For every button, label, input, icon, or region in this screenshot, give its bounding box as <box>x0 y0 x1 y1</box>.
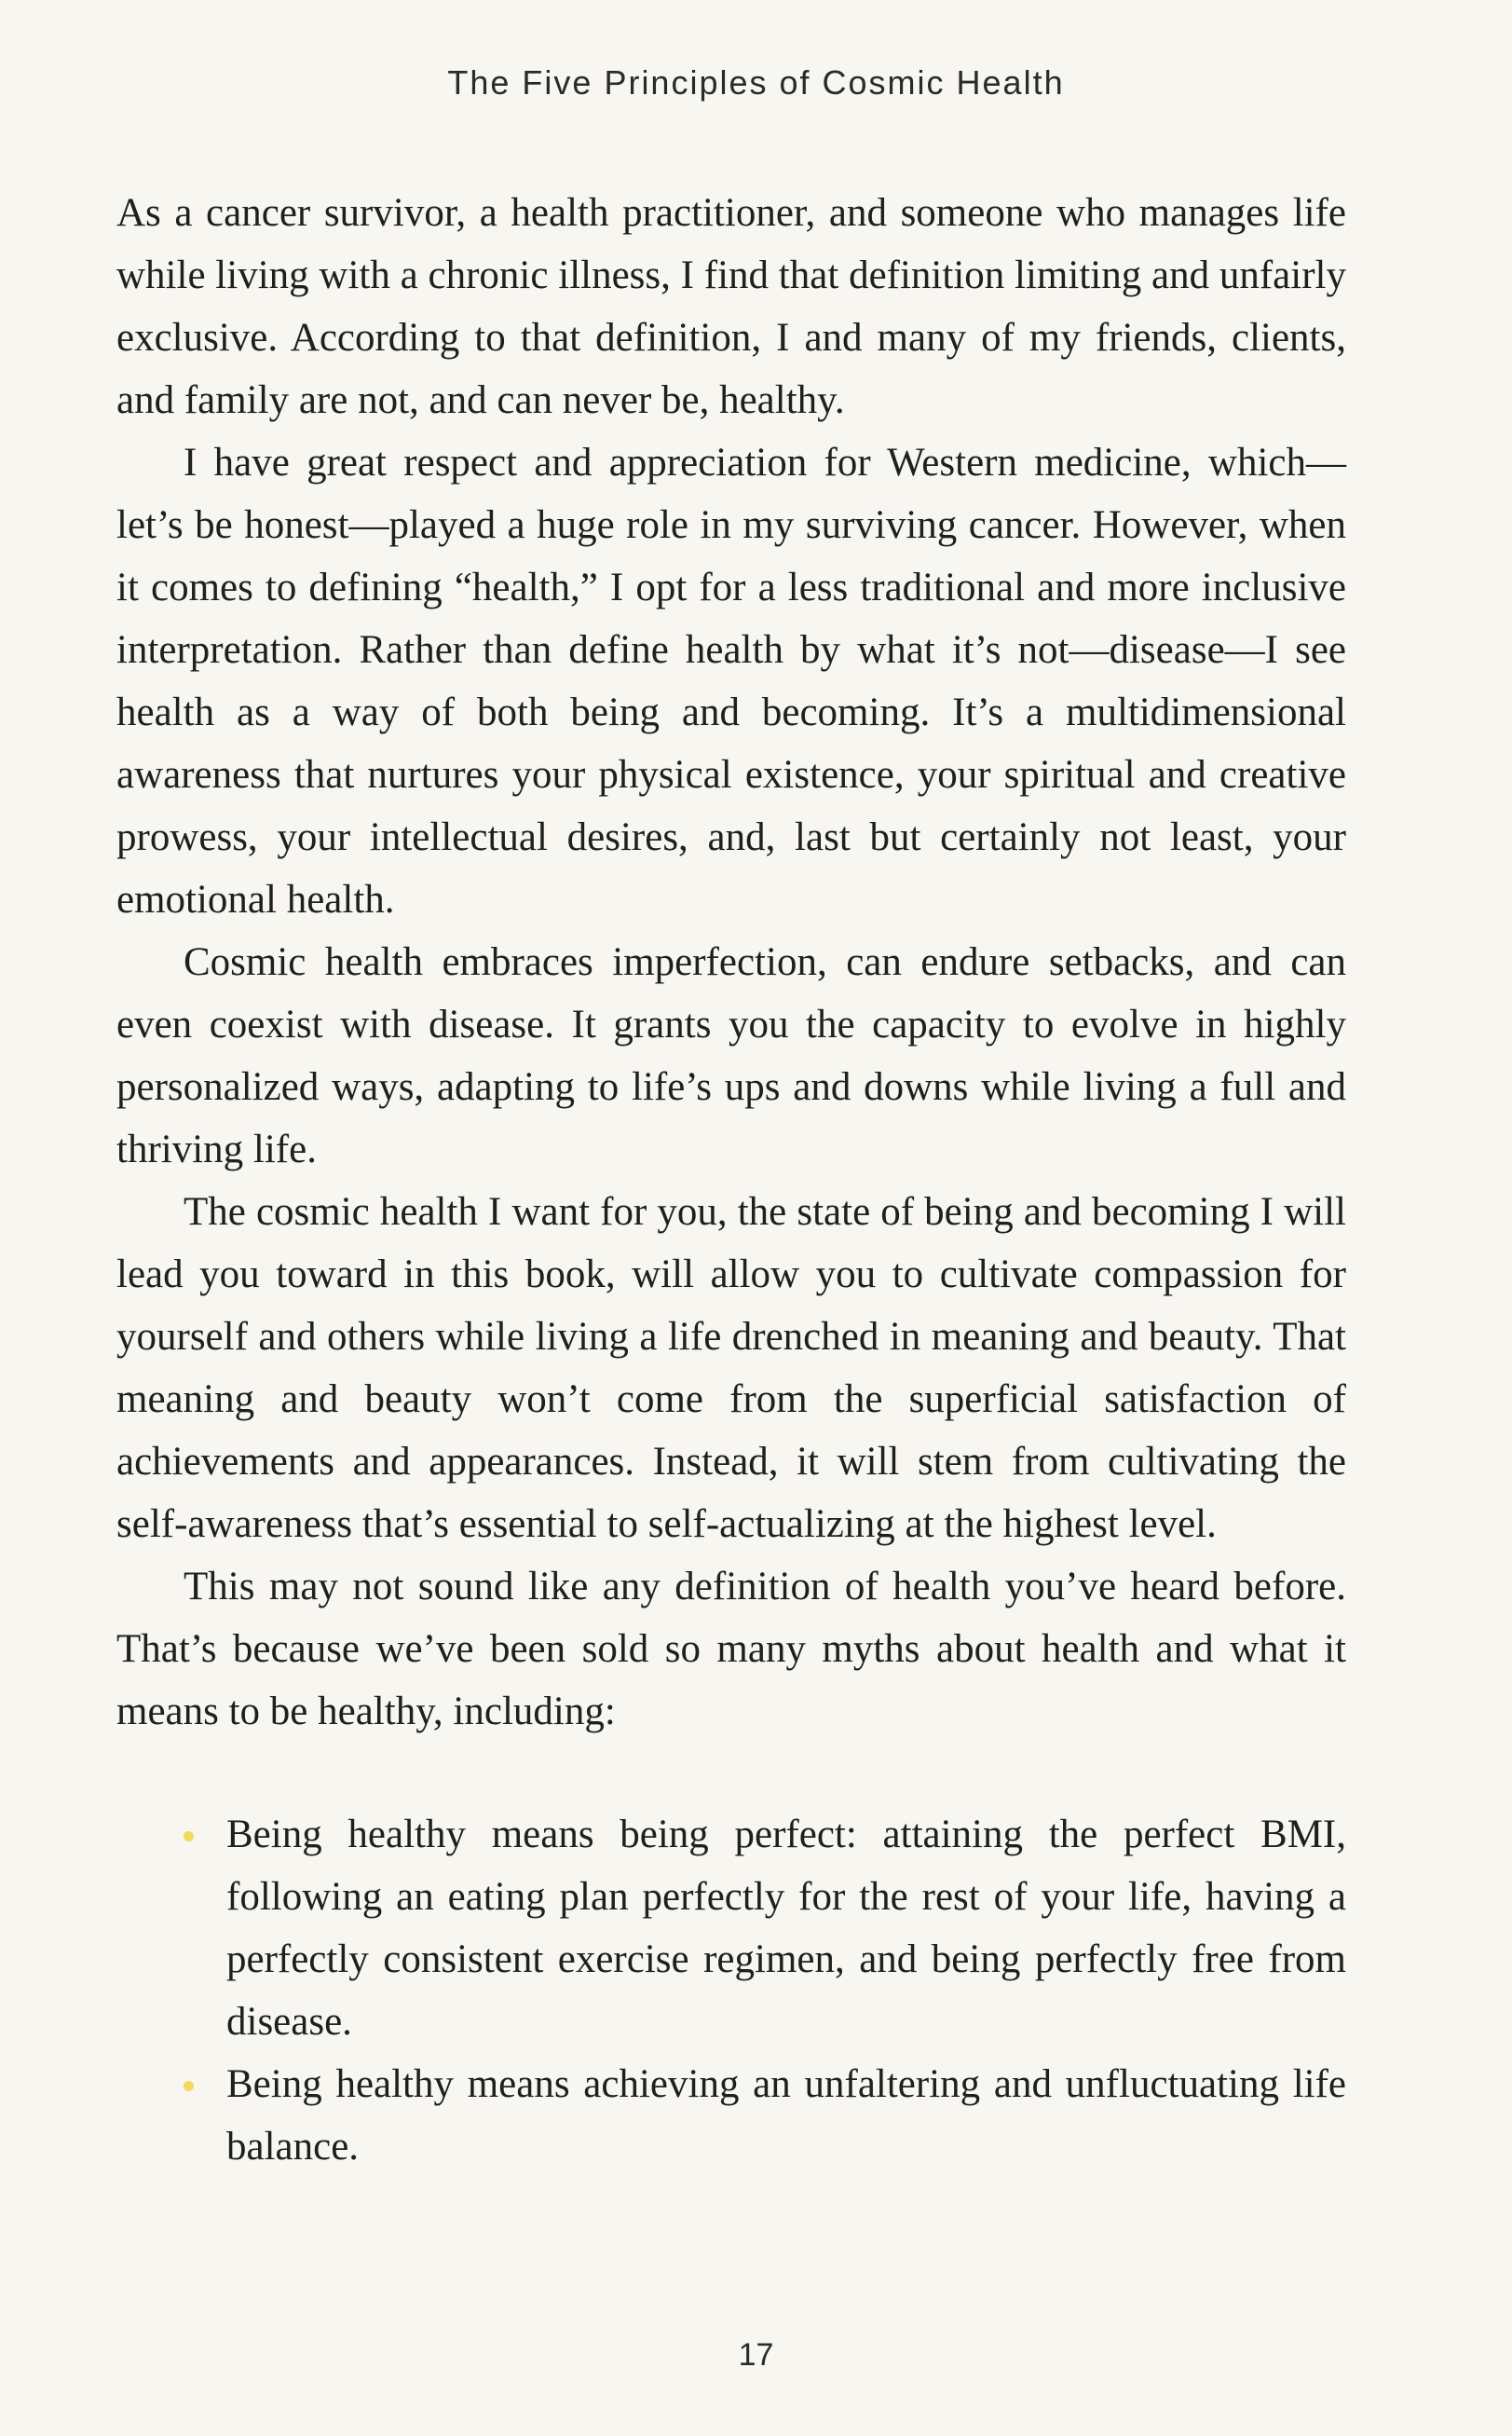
paragraph: The cosmic health I want for you, the state of being and becoming I will lead you toward in this book, will allow you to cultivate compassion for yourself and others while living a life drenched in meaning and beauty. That meaning and beauty won’t come from the superficial satisfaction of achievements and appearances. Instead, it will stem from cultivating the self-awareness that’s essential to self-actualizing at the highest level. <box>116 1190 1346 1546</box>
list-item-text: Being healthy means achieving an unfaltering and unfluctuating life balance. <box>226 2062 1346 2169</box>
list-item-text: Being healthy means being perfect: attaining the perfect BMI, following an eating plan perfectly for the rest of your life, having a perfectly consistent exercise regimen, and being perfectly free from disease. <box>226 1813 1346 2044</box>
bullet-dot-icon <box>184 1831 194 1841</box>
page-number: 17 <box>738 2337 774 2373</box>
list-item <box>116 2053 1346 2178</box>
running-head: The Five Principles of Cosmic Health <box>447 63 1065 102</box>
paragraph: As a cancer survivor, a health practitioner, and someone who manages life while living with a chronic illness, I find that definition limiting and unfairly exclusive. According to that definition, I and many of my friends, clients, and family are not, and can never be, healthy. <box>116 191 1346 422</box>
paragraph: This may not sound like any definition of health you’ve heard before. That’s because we’ve been sold so many myths about health and what it means to be healthy, including: <box>116 1565 1346 1733</box>
body-text <box>116 182 1346 2178</box>
bullet-dot-icon <box>184 2081 194 2091</box>
myth-list <box>116 1803 1346 2178</box>
paragraph: I have great respect and appreciation for Western medicine, which—let’s be honest—played a huge role in my surviving cancer. However, when it comes to defining “health,” I opt for a less traditional and more inclusive interpretation. Rather than define health by what it’s not—disease—I see health as a way of both being and becoming. It’s a multidimensional awareness that nurtures your physical existence, your spiritual and creative prowess, your intellectual desires, and, last but certainly not least, your emotional health. <box>116 441 1346 922</box>
paragraph: Cosmic health embraces imperfection, can endure setbacks, and can even coexist with disease. It grants you the capacity to evolve in highly personalized ways, adapting to life’s ups and downs while living a full and thriving life. <box>116 940 1346 1171</box>
list-item <box>116 1803 1346 2053</box>
